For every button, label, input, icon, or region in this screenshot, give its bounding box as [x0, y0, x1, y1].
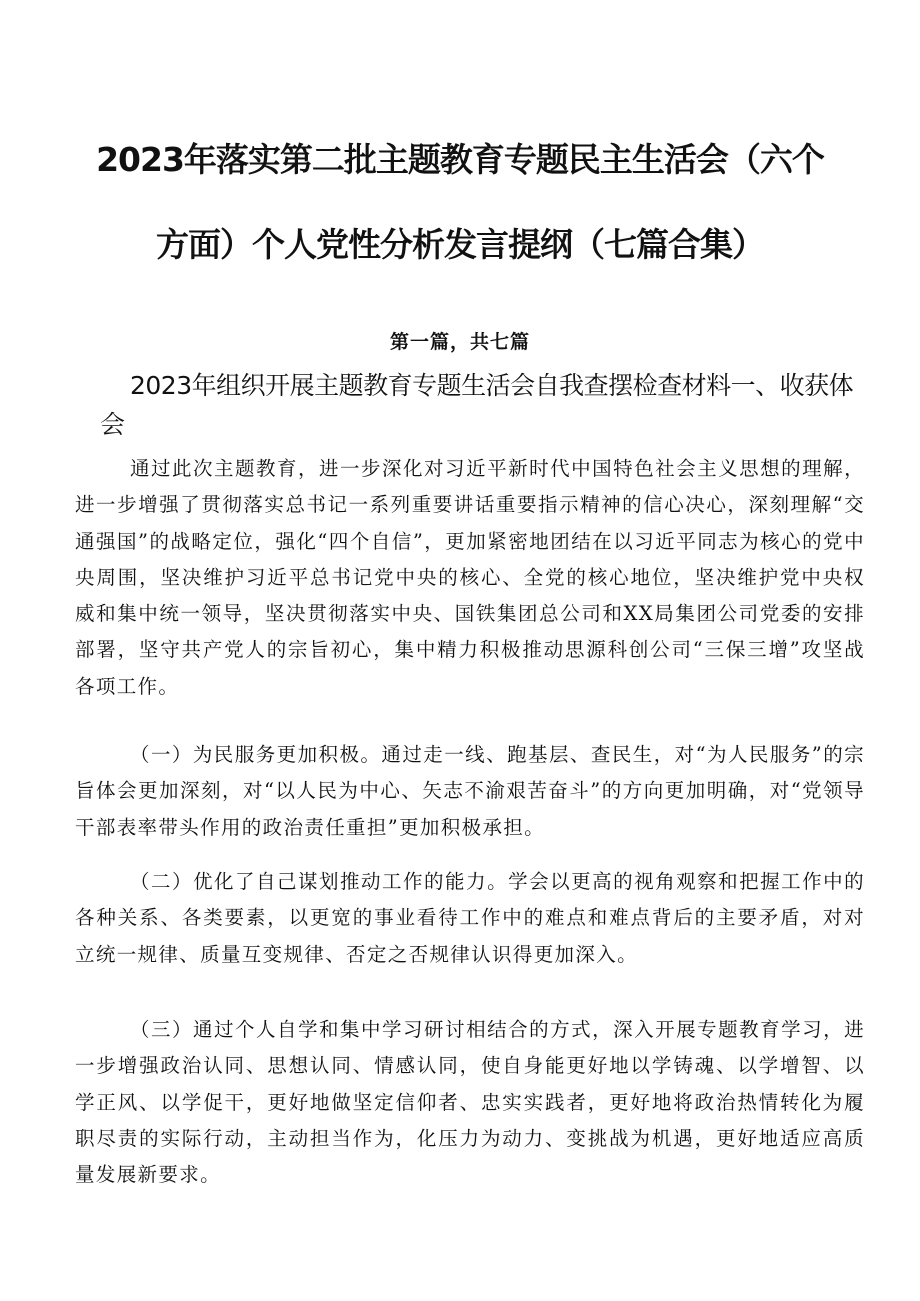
part-label: 第一篇，共七篇	[389, 331, 530, 353]
document-title-line-1: 2023年落实第二批主题教育专题民主生活会（六个	[96, 140, 824, 179]
body-paragraph-item-2: （二）优化了自己谋划推动工作的能力。学会以更高的视角观察和把握工作中的各种关系、各类要素，以更宽的事业看待工作中的难点和难点背后的主要矛盾，对对立统一规律、质量互变规律、否定之否规律认识得更加深入。	[75, 870, 865, 966]
section-heading: 2023年组织开展主题教育专题生活会自我查摆检查材料一、收获体会	[100, 371, 854, 439]
body-paragraph-item-3: （三）通过个人自学和集中学习研讨相结合的方式，深入开展专题教育学习，进一步增强政治认同、思想认同、情感认同，使自身能更好地以学铸魂、以学增智、以学正风、以学促干，更好地做坚定信仰者、忠实实践者，更好地将政治热情转化为履职尽责的实际行动，主动担当作为，化压力为动力、变挑战为机遇，更好地适应高质量发展新要求。	[75, 1018, 865, 1187]
body-paragraph-intro: 通过此次主题教育，进一步深化对习近平新时代中国特色社会主义思想的理解，进一步增强了贯彻落实总书记一系列重要讲话重要指示精神的信心决心，深刻理解“交通强国”的战略定位，强化“四个自信”，更加紧密地团结在以习近平同志为核心的党中央周围，坚决维护习近平总书记党中央的核心、全党的核心地位，坚决维护党中央权威和集中统一领导，坚决贯彻落实中央、国铁集团总公司和XX局集团公司党委的安排部署，坚守共产党人的宗旨初心，集中精力积极推动思源科创公司“三保三增”攻坚战各项工作。	[75, 457, 865, 698]
body-paragraph-item-1: （一）为民服务更加积极。通过走一线、跑基层、查民生，对“为人民服务”的宗旨体会更加深刻，对“以人民为中心、矢志不渝艰苦奋斗”的方向更加明确，对“党领导干部表率带头作用的政治责任重担”更加积极承担。	[75, 743, 865, 839]
document-title-line-2: 方面）个人党性分析发言提纲（七篇合集）	[156, 225, 764, 264]
